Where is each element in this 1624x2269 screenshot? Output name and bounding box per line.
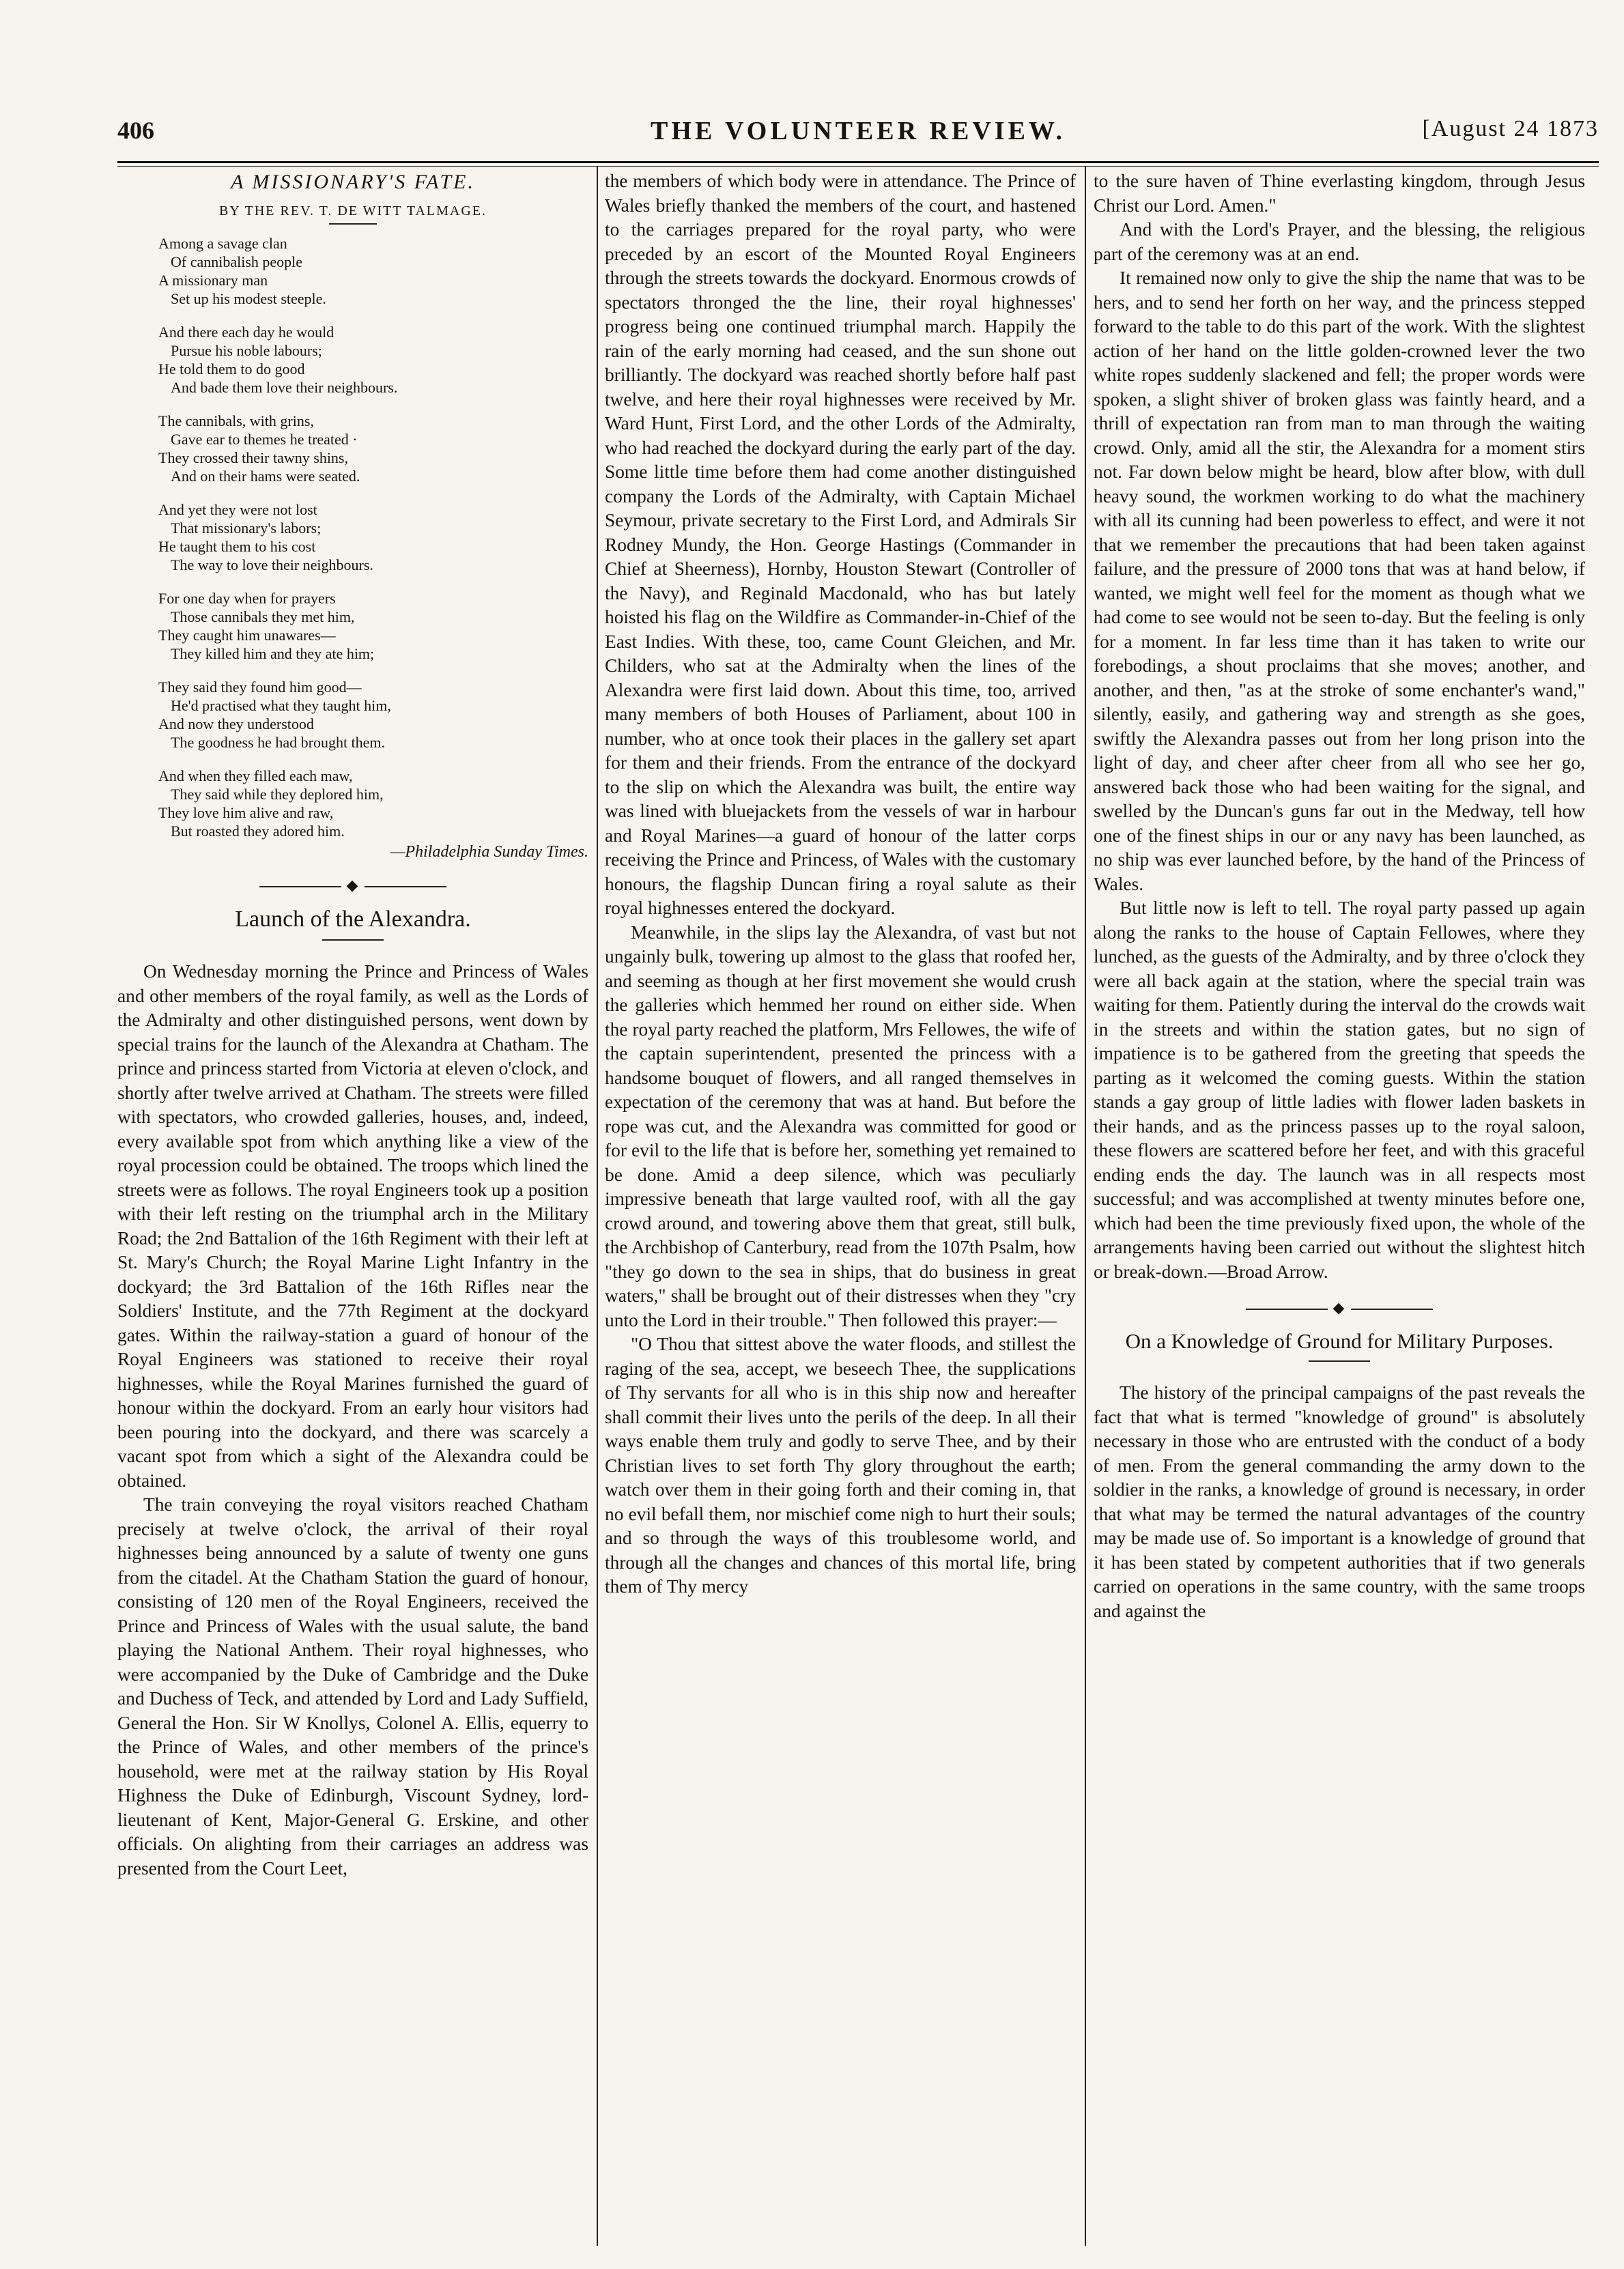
paragraph: But little now is left to tell. The royal party passed up again along the ranks to the house of Captain Fellowes, where they lunched, as the guests of the Admiralty, and by three o'clock they were all back again at the station, where the special train was waiting for them. Patiently during the interval do the crowds wait in the streets and within the station gates, but no sign of impatience is to be gathered from the greeting that speeds the parting as it welcomed the coming guests. Within the station stands a gay group of little ladies with flower laden baskets in their hands, and as the princess passes up to the royal saloon, these flowers are scattered before her feet, and with this graceful ending ends the day. The launch was in all respects most successful; and was accomplished at twenty minutes before one, which had been the time previously fixed upon, the whole of the arrangements having been carried out without the slightest hitch or break-down.—Broad Arrow.: [1094, 898, 1585, 1282]
poem-line: The way to love their neighbours.: [171, 556, 373, 573]
poem-line: He'd practised what they taught him,: [171, 697, 391, 714]
poem-line: And bade them love their neighbours.: [171, 379, 398, 396]
poem-author: BY THE REV. T. DE WITT TALMAGE.: [218, 203, 487, 218]
poem-line: The cannibals, with grins,: [158, 412, 314, 429]
poem-line: Set up his modest steeple.: [171, 290, 326, 307]
poem-line: That missionary's labors;: [171, 519, 322, 537]
article-body: [605, 169, 1076, 1599]
column-divider-1: [597, 167, 598, 2246]
poem-line: Those cannibals they met him,: [171, 608, 355, 625]
paragraph: And with the Lord's Prayer, and the blessing, the religious part of the ceremony was at an end.: [1094, 219, 1585, 264]
poem-stanza: [158, 234, 588, 308]
paragraph: to the sure haven of Thine everlasting kingdom, through Jesus Christ our Lord. Amen.": [1094, 171, 1585, 216]
poem-stanza: [158, 323, 588, 397]
column-2: [605, 169, 1076, 2244]
poem-line: Among a savage clan: [158, 235, 287, 252]
poem-title-rule: [329, 223, 377, 225]
column-3: [1094, 169, 1585, 2244]
poem-line: And on their hams were seated.: [171, 468, 360, 485]
paragraph: It remained now only to give the ship the name that was to be hers, and to send her forth on her way, and the princess stepped forward to the table to do this part of the work. With the slightest action of her hand on the little golden-crowned lever the two white ropes suddenly slackened and fell; the proper words were spoken, a slight shiver of broken glass was faintly heard, and a thrill of expectation ran from man to man through the waiting crowd. Only, amid all the stir, the Alexandra for a moment stirs not. Far down below might be heard, blow after blow, with dull heavy sound, the workmen working to do what the machinery with all its cunning had been powerless to effect, and were it not that we remember the precautions that had been taken against failure, and the pressure of 2000 tons that was at hand below, if wanted, we might well feel for the moment as though what we had come to see would not be seen to-day. But the feeling is only for a moment. In far less time than it has taken to write our forebodings, a shout proclaims that she moves; another, and another, and then, "as at the stroke of some enchanter's wand," silently, easily, and gathering way and strength as she goes, swiftly the Alexandra passes out from her long prison into the light of day, and cheer after cheer from all who see her go, answered back those who had been waiting for the signal, and swelled by the Duncan's guns far out in the Medway, tell how one of the finest ships in our or any navy has been launched, as no ship was ever launched before, by the hand of the Princess of Wales.: [1094, 268, 1585, 894]
column-1: [117, 169, 588, 2244]
poem-line: A missionary man: [158, 272, 268, 289]
paragraph: the members of which body were in attendance. The Prince of Wales briefly thanked the members of the court, and hastened to the carriages prepared for the royal party, who were preceded by an escort of the Mounted Royal Engineers through the streets towards the dockyard. Enormous crowds of spectators thronged the the line, their royal highnesses' progress being one continued triumphal march. Happily the rain of the early morning had ceased, and the sun shone out brilliantly. The dockyard was reached shortly before half past twelve, and here their royal highnesses were received by Mr. Ward Hunt, First Lord, and the other Lords of the Admiralty, who had reached the dockyard during the early part of the day. Some little time before them had come another distinguished company the Lords of the Admiralty, with Captain Michael Seymour, private secretary to the First Lord, and Admirals Sir Rodney Mundy, the Hon. George Hastings (Commander in Chief at Sheerness), Hornby, Houston Stewart (Controller of the Navy), and Reginald Macdonald, who has but lately hoisted his flag on the Wildfire as Commander-in-Chief of the East Indies. With these, too, came Count Gleichen, and Mr. Childers, who sat at the Admiralty when the lines of the Alexandra were first laid down. About this time, too, arrived many members of both Houses of Parliament, about 100 in number, who at once took their places in the gallery set apart for them and their friends. From the entrance of the dockyard to the slip on which the Alexandra was built, the entire way was lined with bluejackets from the vessels of war in harbour and Royal Marines—a guard of honour of the latter corps receiving the Prince and Princess, of Wales with the customary honours, the flagship Duncan firing a royal salute as their royal highnesses entered the dockyard.: [605, 171, 1076, 918]
header-rule: [117, 161, 1599, 163]
article-heading: On a Knowledge of Ground for Military Purposes.: [1125, 1329, 1554, 1353]
article-body: [1094, 169, 1585, 1284]
poem-line: Pursue his noble labours;: [171, 342, 322, 359]
poem-line: Of cannibalish people: [171, 253, 303, 270]
section-ornament: ◆: [117, 876, 588, 894]
poem-line: Gave ear to themes he treated ·: [171, 431, 358, 448]
poem-line: The goodness he had brought them.: [171, 734, 386, 751]
section-ornament: ◆: [1094, 1299, 1585, 1317]
newspaper-title: THE VOLUNTEER REVIEW.: [651, 117, 1066, 145]
poem-line: They killed him and they ate him;: [171, 645, 375, 662]
page-number: 406: [117, 117, 154, 144]
poem-line: And there each day he would: [158, 324, 334, 341]
heading-rule: [1309, 1360, 1370, 1362]
paragraph: Meanwhile, in the slips lay the Alexandra, of vast but not ungainly bulk, towering up almost to the glass that roofed her, and seeming as though at her first movement she would crush the galleries which hemmed her round on either side. When the royal party reached the platform, Mrs Fellowes, the wife of the captain superintendent, presented the princess with a handsome bouquet of flowers, and all ranged themselves in expectation of the ceremony that was at hand. But before the rope was cut, and the Alexandra was committed for good or for evil to the life that is before her, something yet remained to be done. Amid a deep silence, which was peculiarly impressive beneath that large vaulted roof, with all the gay crowd around, and towering above them that great, still bulk, the Archbishop of Canterbury, read from the 107th Psalm, how "they go down to the sea in ships, that do business in great waters," shall be brought out of their distresses when they "cry unto the Lord in their trouble." Then followed this prayer:—: [605, 922, 1076, 1330]
poem-stanza: [158, 412, 588, 485]
paragraph: The history of the principal campaigns of the past reveals the fact that what is termed "knowledge of ground" is absolutely necessary in those who are entrusted with the conduct of a body of men. From the general commanding the army down to the soldier in the ranks, a knowledge of ground is necessary, in order that what may be termed the natural advantages of the country may be made use of. So important is a knowledge of ground that it has been stated by competent authorities that if two generals carried on operations in the same country, with the same troops and against the: [1094, 1382, 1585, 1621]
poem-stanza: [158, 767, 588, 840]
article-body: [1094, 1381, 1585, 1623]
article-body: [117, 960, 588, 1881]
paragraph: "O Thou that sittest above the water floods, and stillest the raging of the sea, accept, we beseech Thee, the supplications of Thy servants for all who is in this ship now and hereafter shall commit their lives unto the perils of the deep. In all their ways enable them truly and godly to serve Thee, and by their Christian lives to set forth Thy glory throughout the earth; watch over them in their going forth and their coming in, that no evil befall them, nor mischief come nigh to hurt their souls; and so through the ways of this troublesome world, and through all the changes and chances of this mortal life, bring them of Thy mercy: [605, 1334, 1076, 1597]
issue-date: [August 24 1873: [1422, 116, 1599, 141]
poem-stanza: [158, 678, 588, 752]
article-heading: Launch of the Alexandra.: [235, 907, 471, 932]
poem-stanza: [158, 500, 588, 574]
poem-line: But roasted they adored him.: [171, 823, 345, 840]
poem-title: A MISSIONARY'S FATE.: [231, 171, 475, 193]
poem-line: And now they understood: [158, 715, 314, 732]
poem-line: They caught him unawares—: [158, 627, 336, 644]
paragraph: The train conveying the royal visitors reached Chatham precisely at twelve o'clock, the arrival of their royal highnesses being announced by a salute of twenty one guns from the citadel. At the Chatham Station the guard of honour, consisting of 120 men of the Royal Engineers, received the Prince and Princess of Wales with the usual salute, the band playing the National Anthem. Their royal highnesses, who were accompanied by the Duke of Cambridge and the Duke and Duchess of Teck, and attended by Lord and Lady Suffield, General the Hon. Sir W Knollys, Colonel A. Ellis, equerry to the Prince of Wales, and other members of the prince's household, were met at the railway station by His Royal Highness the Duke of Edinburgh, Viscount Sydney, lord-lieutenant of Kent, Major-General G. Erskine, and other officials. On alighting from their carriages an address was presented from the Court Leet,: [117, 1494, 588, 1879]
paragraph: On Wednesday morning the Prince and Princess of Wales and other members of the royal family, as well as the Lords of the Admiralty and other distinguished persons, went down by special trains for the launch of the Alexandra at Chatham. The prince and princess started from Victoria at eleven o'clock, and shortly after twelve arrived at Chatham. The streets were filled with spectators, who crowded galleries, houses, and, indeed, every available spot from which anything like a view of the royal procession could be obtained. The troops which lined the streets were as follows. The royal Engineers took up a position with their left resting on the triumphal arch in the Military Road; the 2nd Battalion of the 16th Regiment with their left at St. Mary's Church; the Royal Marine Light Infantry in the dockyard; the 3rd Battalion of the 16th Rifles near the Soldiers' Institute, and the 77th Regiment at the dockyard gates. Within the railway-station a guard of honour of the Royal Engineers was stationed to receive their royal highnesses, while the Royal Marines furnished the guard of honour within the dockyard. From an early hour visitors had been pouring into the dockyard, and there was scarcely a vacant spot from which a sight of the Alexandra could be obtained.: [117, 961, 588, 1491]
poem-line: He taught them to his cost: [158, 538, 316, 555]
poem-body: [117, 234, 588, 840]
page-header: [117, 116, 1599, 157]
poem-line: And when they filled each maw,: [158, 767, 353, 784]
heading-rule: [322, 939, 384, 941]
poem-line: He told them to do good: [158, 360, 305, 377]
column-divider-2: [1085, 167, 1086, 2246]
poem-line: They said they found him good—: [158, 679, 362, 696]
poem-line: For one day when for prayers: [158, 590, 336, 607]
poem-line: They crossed their tawny shins,: [158, 449, 348, 466]
poem-line: They said while they deplored him,: [171, 786, 384, 803]
poem-line: And yet they were not lost: [158, 501, 317, 518]
header-rule-thin: [117, 166, 1599, 167]
poem-stanza: [158, 589, 588, 663]
poem-credit: —Philadelphia Sunday Times.: [390, 843, 588, 861]
poem-line: They love him alive and raw,: [158, 804, 334, 821]
